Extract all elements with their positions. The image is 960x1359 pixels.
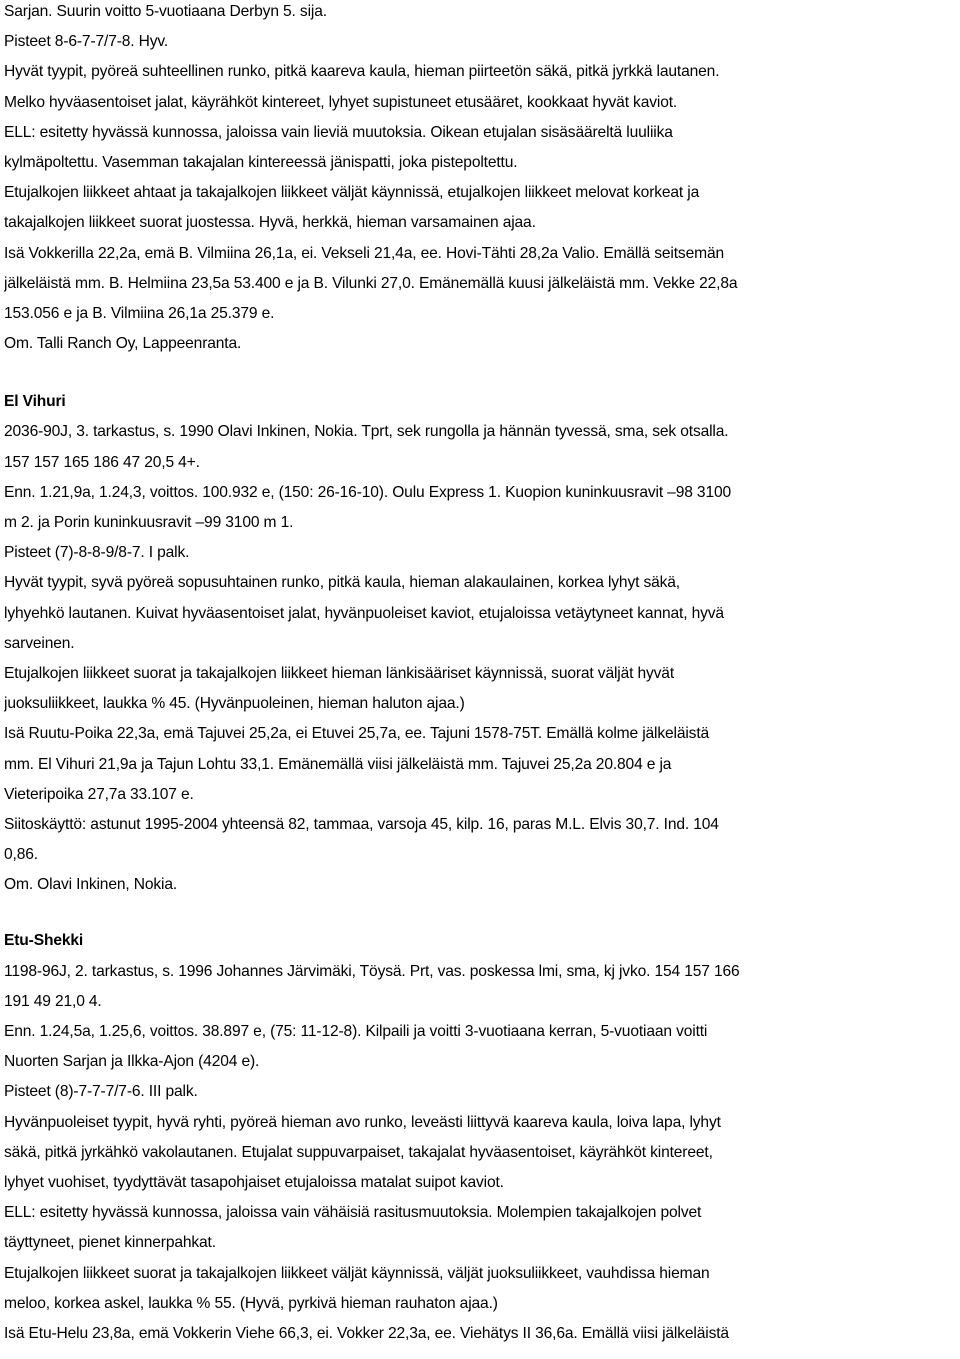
section-el-vihuri (4, 387, 956, 900)
text-line: 191 49 21,0 4. (4, 992, 102, 1010)
text-line: m 2. ja Porin kuninkuusravit –99 3100 m 1. (4, 514, 294, 531)
text-line: Etujalkojen liikkeet ahtaat ja takajalkojen liikkeet väljät käynnissä, etujalkojen liikkeet melovat korkeat ja (4, 184, 700, 202)
text-line: 157 157 165 186 47 20,5 4+. (4, 453, 200, 471)
text-line: Etujalkojen liikkeet suorat ja takajalkojen liikkeet hieman länkisääriset käynnissä, suorat väljät hyvät (4, 664, 675, 682)
text-line: Pisteet 8-6-7-7/7-8. Hyv. (4, 33, 169, 51)
text-line: juoksuliikkeet, laukka % 45. (Hyvänpuoleinen, hieman haluton ajaa.) (4, 695, 465, 713)
text-line: kylmäpoltettu. Vasemman takajalan kintereessä jänispatti, joka pistepoltettu. (4, 153, 518, 171)
text-line: Isä Ruutu-Poika 22,3a, emä Tajuvei 25,2a, ei Etuvei 25,7a, ee. Tajuni 1578-75T. Emällä kolme jälkeläistä (4, 725, 710, 743)
text-line: Om. Olavi Inkinen, Nokia. (4, 876, 178, 894)
text-line: Sarjan. Suurin voitto 5-vuotiaana Derbyn 5. sija. (4, 3, 327, 20)
horse-name-heading: Etu-Shekki (4, 932, 84, 950)
text-line: sarveinen. (4, 634, 75, 652)
text-line: Etujalkojen liikkeet suorat ja takajalkojen liikkeet väljät käynnissä, väljät juoksuliikkeet, vauhdissa hieman (4, 1264, 710, 1282)
text-line: lyhyet vuohiset, tyydyttävät tasapohjaiset etujaloissa matalat suipot kaviot. (4, 1173, 504, 1191)
text-line: säkä, pitkä jyrkähkö vakolautanen. Etujalat suppuvarpaiset, takajalat hyväasentoiset, käyrähköt kintereet, (4, 1143, 713, 1161)
text-line: 153.056 e ja B. Vilmiina 26,1a 25.379 e. (4, 304, 275, 322)
text-line: jälkeläistä mm. B. Helmiina 23,5a 53.400 e ja B. Vilunki 27,0. Emänemällä kuusi jälkeläistä mm. Vekke 22,8a (4, 274, 738, 292)
text-line: Pisteet (7)-8-8-9/8-7. I palk. (4, 544, 190, 562)
text-line: Isä Vokkerilla 22,2a, emä B. Vilmiina 26,1a, ei. Vekseli 21,4a, ee. Hovi-Tähti 28,2a Valio. Emällä seitsemän (4, 244, 724, 262)
text-line: ELL: esitetty hyvässä kunnossa, jaloissa vain vähäisiä rasitusmuutoksia. Molempien takajalkojen polvet (4, 1204, 702, 1222)
text-line: ELL: esitetty hyvässä kunnossa, jaloissa vain lieviä muutoksia. Oikean etujalan sisäsääreltä luuliika (4, 123, 673, 141)
text-line: 2036-90J, 3. tarkastus, s. 1990 Olavi Inkinen, Nokia. Tprt, sek rungolla ja hännän tyvessä, sma, sek otsalla. (4, 423, 729, 441)
text-line: mm. El Vihuri 21,9a ja Tajun Lohtu 33,1. Emänemällä viisi jälkeläistä mm. Tajuvei 25,2a 20.804 e ja (4, 755, 672, 773)
text-line: meloo, korkea askel, laukka % 55. (Hyvä, pyrkivä hieman rauhaton ajaa.) (4, 1294, 498, 1312)
section-previous-horse (4, 0, 956, 359)
text-line: Enn. 1.21,9a, 1.24,3, voittos. 100.932 e, (150: 26-16-10). Oulu Express 1. Kuopion kuninkuusravit –98 3100 (4, 483, 732, 501)
text-line: Hyvät tyypit, pyöreä suhteellinen runko, pitkä kaareva kaula, hieman piirteetön säkä, pitkä jyrkkä lautanen. (4, 63, 720, 81)
text-line: Isä Etu-Helu 23,8a, emä Vokkerin Viehe 66,3, ei. Vokker 22,3a, ee. Viehätys II 36,6a. Emällä viisi jälkeläistä (4, 1324, 729, 1342)
spacer (4, 359, 956, 387)
text-line: Om. Talli Ranch Oy, Lappeenranta. (4, 335, 242, 353)
text-line: 1198-96J, 2. tarkastus, s. 1996 Johannes Järvimäki, Töysä. Prt, vas. poskessa lmi, sma, kj jvko. 154 157 166 (4, 962, 740, 980)
text-line: takajalkojen liikkeet suorat juostessa. Hyvä, herkkä, hieman varsamainen ajaa. (4, 214, 536, 232)
text-line: Pisteet (8)-7-7-7/7-6. III palk. (4, 1083, 198, 1101)
text-line: lyhyehkö lautanen. Kuivat hyväasentoiset jalat, hyvänpuoleiset kaviot, etujaloissa vetäytyneet kannat, hyvä (4, 604, 724, 622)
text-line: 0,86. (4, 846, 38, 864)
text-line: Vieteripoika 27,7a 33.107 e. (4, 785, 194, 803)
section-etu-shekki (4, 926, 956, 1349)
text-line: Melko hyväasentoiset jalat, käyrähköt kintereet, lyhyet supistuneet etusääret, kookkaat hyvät kaviot. (4, 93, 678, 111)
text-line: Siitoskäyttö: astunut 1995-2004 yhteensä 82, tammaa, varsoja 45, kilp. 16, paras M.L. Elvis 30,7. Ind. 104 (4, 815, 719, 833)
text-line: täyttyneet, pienet kinnerpahkat. (4, 1234, 216, 1252)
text-line: Enn. 1.24,5a, 1.25,6, voittos. 38.897 e, (75: 11-12-8). Kilpaili ja voitti 3-vuotiaana kerran, 5-vuotiaan voitti (4, 1023, 708, 1040)
text-line: Hyvät tyypit, syvä pyöreä sopusuhtainen runko, pitkä kaula, hieman alakaulainen, korkea lyhyt säkä, (4, 574, 680, 592)
text-line: Hyvänpuoleiset tyypit, hyvä ryhti, pyöreä hieman avo runko, leveästi liittyvä kaareva kaula, loiva lapa, lyhyt (4, 1113, 721, 1131)
spacer (4, 900, 956, 926)
horse-name-heading: El Vihuri (4, 393, 66, 411)
text-line: Nuorten Sarjan ja Ilkka-Ajon (4204 e). (4, 1053, 260, 1071)
